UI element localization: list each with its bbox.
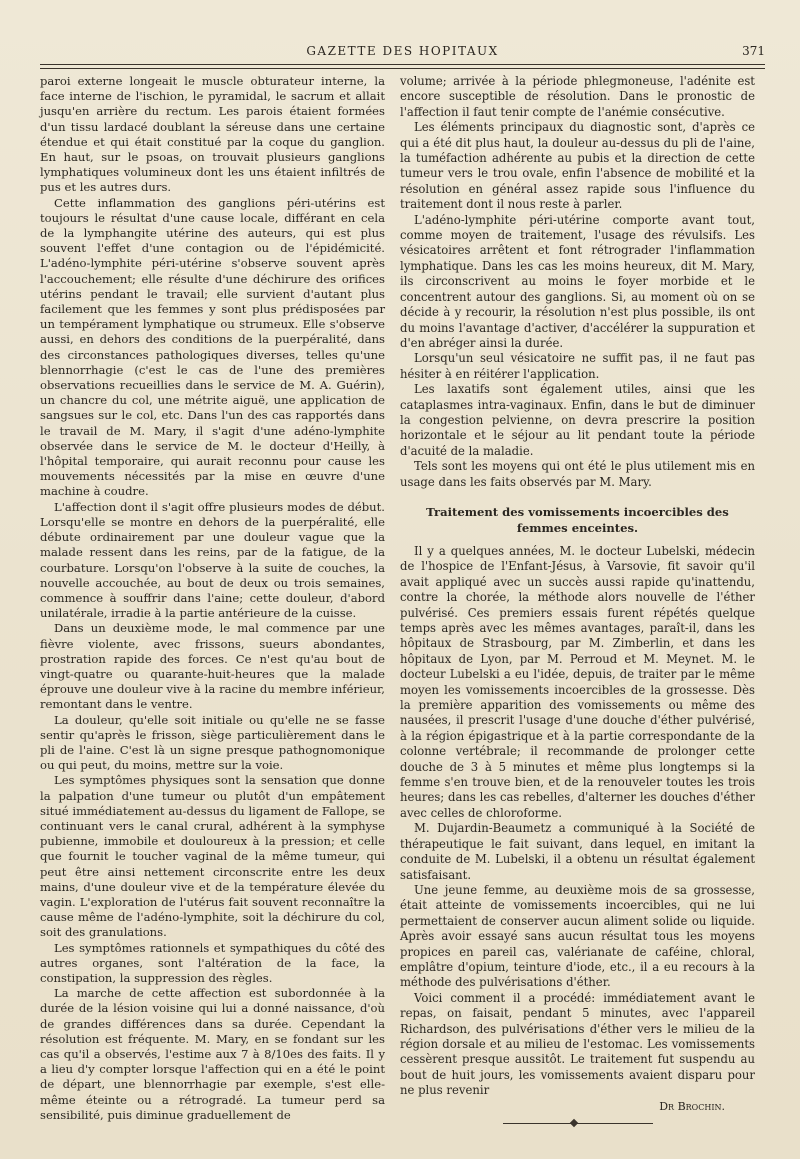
paragraph: Les laxatifs sont également utiles, ainsi que les cataplasmes intra-vaginaux. Enfin, dans le but de diminuer la congestion pelvienne, on devra prescrire la position horizontale et le séjour au lit pendant toute la période d'acuité de la maladie. bbox=[400, 382, 755, 458]
paragraph: volume; arrivée à la période phlegmoneuse, l'adénite est encore susceptible de résolution. Dans le pronostic de l'affection il faut tenir compte de l'anémie consécutive. bbox=[400, 74, 755, 119]
paragraph: La marche de cette affection est subordonnée à la durée de la lésion voisine qui lui a donné naissance, d'où de grandes différences dans sa durée. Cependant la résolution est fréquente. M. Mary, en se fondant sur les cas qu'il a observés, l'estime aux 7 à 8/10es des faits. Il y a lieu d'y compter lorsque l'affection qui en a été le point de départ, une blennorrhagie par exemple, s'est elle-même éteinte ou a rétrogradé. La tumeur perd sa sensibilité, puis diminue graduellement de bbox=[40, 986, 385, 1122]
page-number: 371 bbox=[742, 44, 765, 58]
paragraph: Voici comment il a procédé: immédiatement avant le repas, on faisait, pendant 5 minutes, avec l'appareil Richardson, des pulvérisations d'éther vers le milieu de la région dorsale et au milieu de l'estomac. Les vomissements cessèrent presque aussitôt. Le traitement fut suspendu au bout de huit jours, les vomissements avaient disparu pour ne plus revenir bbox=[400, 990, 755, 1098]
paragraph: M. Dujardin-Beaumetz a communiqué à la Société de thérapeutique le fait suivant, dans lequel, en imitant la conduite de M. Lubelski, il a obtenu un résultat également satisfaisant. bbox=[400, 821, 755, 882]
header-rule-thick bbox=[40, 64, 765, 65]
page-header bbox=[40, 44, 765, 64]
paragraph: Dans un deuxième mode, le mal commence par une fièvre violente, avec frissons, sueurs abondantes, prostration rapide des forces. Ce n'est qu'au bout de vingt-quatre ou quarante-huit-heures que la malade éprouve une douleur vive à la racine du membre inférieur, remontant dans le ventre. bbox=[40, 621, 385, 712]
left-column bbox=[40, 74, 385, 1123]
header-rule-thin bbox=[40, 68, 765, 69]
paragraph: Une jeune femme, au deuxième mois de sa grossesse, était atteinte de vomissements incoercibles, qui ne lui permettaient de conserver aucun aliment solide ou liquide. Après avoir essayé sans aucun résultat tous les moyens propices en pareil cas, valérianate de caféine, chloral, emplâtre d'opium, teinture d'iode, etc., il a eu recours à la méthode des pulvérisations d'éther. bbox=[400, 882, 755, 990]
paragraph: La douleur, qu'elle soit initiale ou qu'elle ne se fasse sentir qu'après le frisson, siège particulièrement dans le pli de l'aine. C'est là un signe presque pathognomonique ou qui peut, du moins, mettre sur la voie. bbox=[40, 712, 385, 773]
paragraph: Les symptômes rationnels et sympathiques du côté des autres organes, sont l'altération de la face, la constipation, la suppression des règles. bbox=[40, 940, 385, 985]
paragraph: L'adéno-lymphite péri-utérine comporte avant tout, comme moyen de traitement, l'usage des révulsifs. Les vésicatoires arrêtent et font rétrograder l'inflammation lymphatique. Dans les cas les moins heureux, dit M. Mary, ils circonscrivent au moins le foyer morbide et le concentrent autour des ganglions. Si, au moment où on se décide à y recourir, la résolution n'est plus possible, ils ont du moins l'avantage d'activer, d'accélérer la suppuration et d'en abréger ainsi la durée. bbox=[400, 212, 755, 350]
paragraph: Il y a quelques années, M. le docteur Lubelski, médecin de l'hospice de l'Enfant-Jésus, à Varsovie, fit savoir qu'il avait appliqué avec un succès aussi rapide qu'inattendu, contre la chorée, la méthode alors nouvelle de l'éther pulvérisé. Ces premiers essais furent répétés quelque temps après avec les mêmes avantages, paraît-il, dans les hôpitaux de Strasbourg, par M. Zimberlin, et dans les hôpitaux de Lyon, par M. Perroud et M. Meynet. M. le docteur Lubelski a eu l'idée, depuis, de traiter par le même moyen les vomissements incoercibles de la grossesse. Dès la première apparition des vomissements ou même des nausées, il prescrit l'usage d'une douche d'éther pulvérisé, à la région épigastrique et à la partie correspondante de la colonne vertébrale; il recommande de prolonger cette douche de 3 à 5 minutes et même plus longtemps si la femme s'en trouve bien, et de la renouveler toutes les trois heures; dans les cas rebelles, d'alterner les douches d'éther avec celles de chloroforme. bbox=[400, 543, 755, 820]
ornament-diamond bbox=[569, 1119, 577, 1127]
end-ornament-rule bbox=[503, 1120, 653, 1126]
paragraph: Tels sont les moyens qui ont été le plus utilement mis en usage dans les faits observés par M. Mary. bbox=[400, 459, 755, 489]
paragraph: L'affection dont il s'agit offre plusieurs modes de début. Lorsqu'elle se montre en dehors de la puerpéralité, elle débute ordinairement par une douleur vague que la malade ressent dans les reins, par de la fatigue, de la courbature. Lorsqu'on l'observe à la suite de couches, la nouvelle accouchée, au bout de deux ou trois semaines, commence à souffrir dans l'aine; cette douleur, d'abord unilatérale, irradie à la partie antérieure de la cuisse. bbox=[40, 499, 385, 621]
section-title: Traitement des vomissements incoercibles des femmes enceintes. bbox=[426, 504, 729, 535]
paragraph: paroi externe longeait le muscle obturateur interne, la face interne de l'ischion, le pyramidal, le sacrum et allait jusqu'en arrière du rectum. Les parois étaient formées d'un tissu lardacé doublant la séreuse dans une certaine étendue et qui était constitué par la coque du ganglion. En haut, sur le psoas, on trouvait plusieurs ganglions lymphatiques volumineux dont les uns étaient infiltrés de pus et les autres durs. bbox=[40, 74, 385, 195]
paragraph: Cette inflammation des ganglions péri-utérins est toujours le résultat d'une cause locale, différant en cela de la lymphangite utérine des auteurs, qui est plus souvent l'effet d'une contagion ou de l'épidémicité. L'adéno-lymphite péri-utérine s'observe souvent après l'accouchement; elle résulte d'une déchirure des orifices utérins pendant le travail; elle survient d'autant plus facilement que les femmes y sont plus prédisposées par un tempérament lymphatique ou strumeux. Elle s'observe aussi, en dehors des conditions de la puerpéralité, dans des circonstances pathologiques diverses, telles qu'une blennorrhagie (c'est le cas de l'une des premières observations recueillies dans le service de M. A. Guérin), un chancre du col, une métrite aiguë, une application de sangsues sur le col, etc. Dans l'un des cas rapportés dans le travail de M. Mary, il s'agit d'une adéno-lymphite observée dans le service de M. le docteur d'Heilly, à l'hôpital temporaire, qui aurait reconnu pour cause les mouvements nécessités par la mise en œuvre d'une machine à coudre. bbox=[40, 195, 385, 499]
paragraph: Les symptômes physiques sont la sensation que donne la palpation d'une tumeur ou plutôt d'un empâtement situé immédiatement au-dessus du ligament de Fallope, se continuant vers le canal crural, adhérent à la symphyse pubienne, immobile et douloureux à la pression; et celle que fournit le toucher vaginal de la même tumeur, qui peut être ainsi nettement circonscrite entre les deux mains, d'une douleur vive et de la température élevée du vagin. L'exploration de l'utérus fait souvent reconnaître la cause même de l'adéno-lymphite, soit la déchirure du col, soit des granulations. bbox=[40, 773, 385, 940]
paragraph: Les éléments principaux du diagnostic sont, d'après ce qui a été dit plus haut, la douleur au-dessus du pli de l'aine, la tuméfaction adhérente au pubis et la direction de cette tumeur vers le trou ovale, enfin l'absence de mobilité et la résolution en général assez rapide sous l'influence du traitement dont il nous reste à parler. bbox=[400, 120, 755, 212]
right-column bbox=[400, 74, 755, 1126]
running-title: GAZETTE DES HOPITAUX bbox=[306, 44, 499, 58]
author-signature: Dr Brochin. bbox=[659, 1099, 725, 1113]
paragraph: Lorsqu'un seul vésicatoire ne suffit pas, il ne faut pas hésiter à en réitérer l'application. bbox=[400, 351, 755, 381]
